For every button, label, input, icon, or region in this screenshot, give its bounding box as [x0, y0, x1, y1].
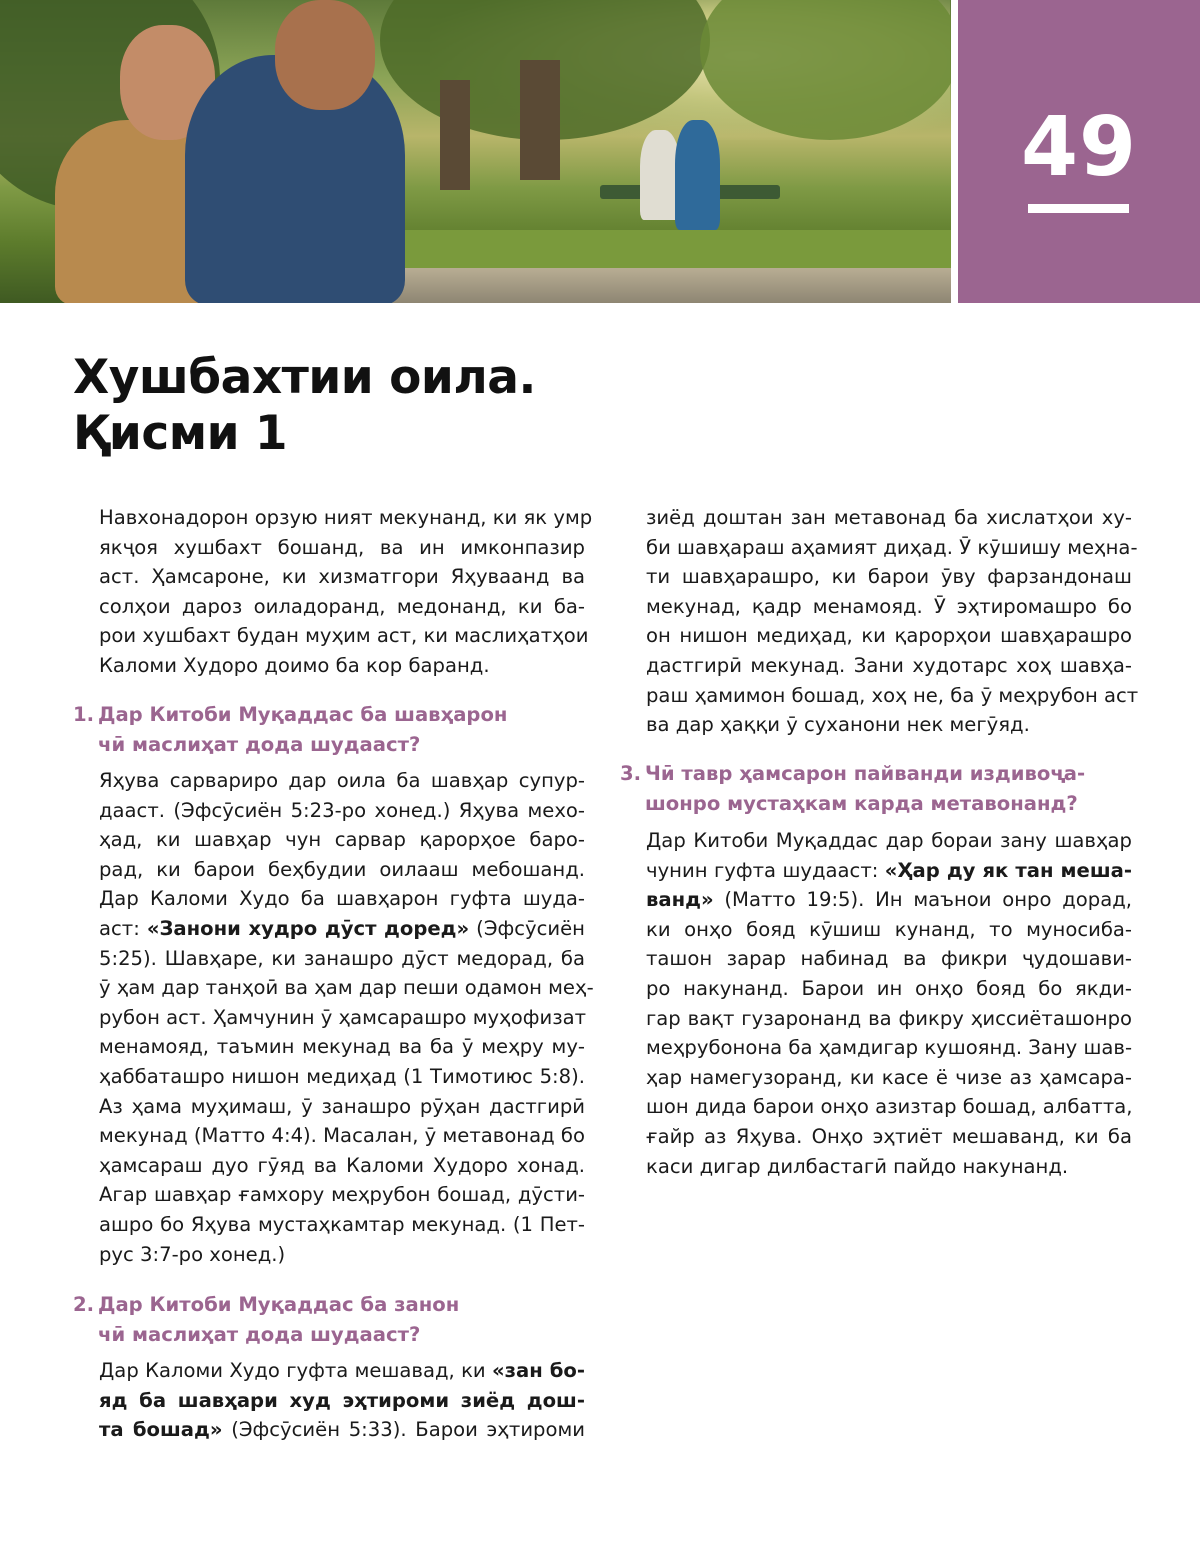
text-run: Дар Каломи Худо ба шавҳарон гуфта шуда-	[99, 887, 585, 911]
text-run: ҳамсараш дуо гӯяд ва Каломи Худоро хонад.	[99, 1153, 585, 1177]
text-line	[646, 944, 1132, 974]
text-run: (Матто 19:5). Ин маънои онро дорад,	[713, 888, 1132, 912]
text-run: Дар Китоби Муқаддас дар бораи зану шавҳар	[646, 829, 1132, 852]
question-text: Дар Китоби Муқаддас ба занон	[98, 1293, 460, 1316]
page-title-line: Хушбахтии оила.	[73, 350, 536, 405]
text-line	[646, 681, 1139, 711]
text-line	[646, 974, 1132, 1004]
text-line	[646, 1092, 1132, 1122]
scripture-quote: «зан бо-	[491, 1359, 585, 1382]
text-run: ҳар намегузоранд, ки касе ё чизе аз ҳамсара-	[646, 1065, 1132, 1089]
text-run: рубон аст. Ҳамчунин ӯ ҳамсарашро муҳофизат	[99, 1005, 587, 1029]
text-run: рои хушбахт будан муҳим аст, ки маслиҳатҳои	[99, 624, 589, 648]
text-run: Аз ҳама муҳимаш, ӯ занашро рӯҳан дастгирӣ	[99, 1094, 585, 1118]
text-line	[99, 884, 585, 914]
text-line	[646, 1033, 1132, 1063]
text-line	[99, 651, 585, 681]
text-run: аст. Ҳамсароне, ки хизматгори Яҳуваанд ва	[99, 565, 585, 589]
text-line	[646, 562, 1132, 592]
text-run: ти шавҳарашро, ки барои ӯву фарзандонаш	[646, 565, 1132, 589]
text-line	[99, 1240, 585, 1270]
text-run: мекунад (Матто 4:4). Масалан, ӯ метавонад бо	[99, 1124, 585, 1148]
question-number: 3.	[620, 762, 642, 785]
question-text: чӣ маслиҳат дода шудааст?	[98, 733, 421, 756]
text-run: (Эфсӯсиён 5:33). Барои эҳтироми	[222, 1418, 585, 1442]
text-run: мекунад, қадр менамояд. Ӯ эҳтиромашро бо	[646, 594, 1132, 618]
text-run: ва дар ҳаққи ӯ суханони нек мегӯяд.	[646, 713, 1030, 737]
text-line	[99, 621, 589, 651]
text-line	[99, 1121, 585, 1151]
text-run: Яҳува сарвариро дар оила ба шавҳар супур-	[99, 769, 585, 792]
text-line	[99, 503, 593, 533]
page-title-line: Қисми 1	[73, 406, 288, 461]
text-line	[646, 621, 1132, 651]
answer-paragraph-3	[646, 826, 1132, 1181]
text-line	[99, 1003, 585, 1033]
question-text: Чӣ тавр ҳамсарон пайванди издивоҷа-	[645, 762, 1086, 785]
text-run: дааст. (Эфсӯсиён 5:23-ро хонед.) Яҳува мехо-	[99, 798, 585, 822]
intro-paragraph	[99, 503, 593, 681]
text-run: меҳрубонона ба ҳамдигар кушоянд. Зану шав-	[646, 1036, 1133, 1060]
text-run: аст:	[99, 916, 147, 940]
text-run: менамояд, таъмин мекунад ва ба ӯ меҳру му-	[99, 1035, 585, 1059]
scripture-quote: «Занони худро дӯст доред»	[146, 916, 470, 940]
text-run: гар вақт гузаронанд ва фикру ҳиссиёташонро	[646, 1006, 1132, 1030]
text-run: рад, ки барои беҳбудии оилааш мебошанд.	[99, 857, 585, 881]
text-line	[646, 885, 1132, 915]
text-line	[99, 1356, 585, 1386]
page-title	[73, 350, 536, 462]
question-text: чӣ маслиҳат дода шудааст?	[98, 1323, 421, 1346]
answer-paragraph-2-continued	[646, 503, 1139, 740]
text-run: би шавҳараш аҳамият диҳад. Ӯ кӯшишу меҳна-	[646, 535, 1138, 559]
text-line	[646, 1004, 1132, 1034]
text-run: дастгирӣ мекунад. Зани худотарс хоҳ шавҳа-	[646, 653, 1132, 677]
text-line	[646, 915, 1132, 945]
text-run: шон дида барои онҳо азизтар бошад, албатта,	[646, 1095, 1133, 1119]
question-heading-3	[620, 759, 1085, 819]
answer-paragraph-2	[99, 1356, 585, 1445]
text-line	[99, 1092, 585, 1122]
text-run: чунин гуфта шудааст:	[646, 858, 885, 882]
text-line	[99, 1210, 585, 1240]
text-line	[99, 1180, 585, 1210]
text-line	[99, 944, 585, 974]
text-line	[646, 856, 1132, 886]
question-number: 2.	[73, 1293, 95, 1316]
text-line	[99, 766, 585, 796]
text-run: каси дигар дилбастагӣ пайдо накунанд.	[646, 1154, 1069, 1178]
scripture-quote: та бошад»	[99, 1418, 223, 1442]
text-run: (Эфсӯсиён	[469, 916, 585, 940]
text-run: Каломи Худоро доимо ба кор баранд.	[99, 653, 490, 677]
text-line	[646, 651, 1132, 681]
text-line	[646, 1152, 1132, 1182]
text-line	[646, 592, 1132, 622]
text-run: Дар Каломи Худо гуфта мешавад, ки	[99, 1359, 492, 1382]
text-line	[646, 826, 1132, 856]
text-line	[646, 1063, 1132, 1093]
question-text: шонро мустаҳкам карда метавонанд?	[645, 792, 1078, 815]
text-line	[99, 1062, 585, 1092]
question-text: Дар Китоби Муқаддас ба шавҳарон	[98, 703, 508, 726]
text-run: Агар шавҳар ғамхору меҳрубон бошад, дӯсти-	[99, 1183, 585, 1207]
scripture-quote: «Ҳар ду як тан меша-	[884, 858, 1133, 882]
text-line	[99, 1415, 585, 1445]
text-run: ҳаббаташро нишон медиҳад (1 Тимотиюс 5:8).	[99, 1064, 585, 1088]
text-line	[99, 562, 585, 592]
text-run: ро накунанд. Барои ин онҳо бояд бо якди-	[646, 976, 1132, 1000]
text-run: раш ҳамимон бошад, хоҳ не, ба ӯ меҳрубон аст	[646, 683, 1139, 707]
lesson-number: 49	[1020, 100, 1138, 195]
text-line	[99, 973, 594, 1003]
text-run: ҳад, ки шавҳар чун сарвар қарорҳое баро-	[99, 828, 585, 852]
text-line	[99, 592, 585, 622]
text-line	[646, 1122, 1132, 1152]
text-run: зиёд доштан зан метавонад ба хислатҳои ху-	[646, 506, 1132, 529]
text-line	[99, 1386, 585, 1416]
scripture-quote: яд ба шавҳари худ эҳтироми зиёд дош-	[99, 1388, 585, 1412]
text-line	[646, 503, 1132, 533]
text-run: ӯ ҳам дар танҳоӣ ва ҳам дар пеши одамон меҳ-	[99, 976, 594, 1000]
header-photo	[0, 0, 951, 303]
text-line	[646, 533, 1138, 563]
text-run: Навхонадорон орзую ният мекунанд, ки як умр	[99, 506, 593, 529]
text-line	[99, 1151, 585, 1181]
text-run: якҷоя хушбахт бошанд, ва ин имконпазир	[99, 535, 585, 559]
text-run: ашро бо Яҳува мустаҳкамтар мекунад. (1 Пет-	[99, 1212, 585, 1236]
answer-paragraph-1	[99, 766, 594, 1269]
text-line	[99, 1032, 585, 1062]
question-heading-2	[73, 1290, 459, 1350]
text-run: солҳои дароз оиладоранд, медонанд, ки ба-	[99, 594, 585, 618]
question-heading-1	[73, 700, 507, 760]
text-line	[99, 855, 585, 885]
text-run: ғайр аз Яҳува. Онҳо эҳтиёт мешаванд, ки ба	[646, 1124, 1132, 1148]
text-run: ки онҳо бояд кӯшиш кунанд, то муносиба-	[646, 917, 1132, 941]
question-number: 1.	[73, 703, 95, 726]
text-run: ташон зарар набинад ва фикри ҷудошави-	[646, 947, 1132, 971]
lesson-number-underline	[1028, 204, 1129, 213]
text-run: 5:25). Шавҳаре, ки занашро дӯст медорад, ба	[99, 946, 585, 970]
text-line	[646, 710, 1132, 740]
text-line	[99, 914, 585, 944]
text-line	[99, 533, 585, 563]
scripture-quote: ванд»	[646, 888, 714, 912]
text-line	[99, 825, 585, 855]
text-run: он нишон медиҳад, ки қарорҳои шавҳарашро	[646, 624, 1132, 648]
lesson-number-badge	[958, 0, 1200, 303]
text-run: рус 3:7-ро хонед.)	[99, 1242, 286, 1266]
text-line	[99, 796, 585, 826]
